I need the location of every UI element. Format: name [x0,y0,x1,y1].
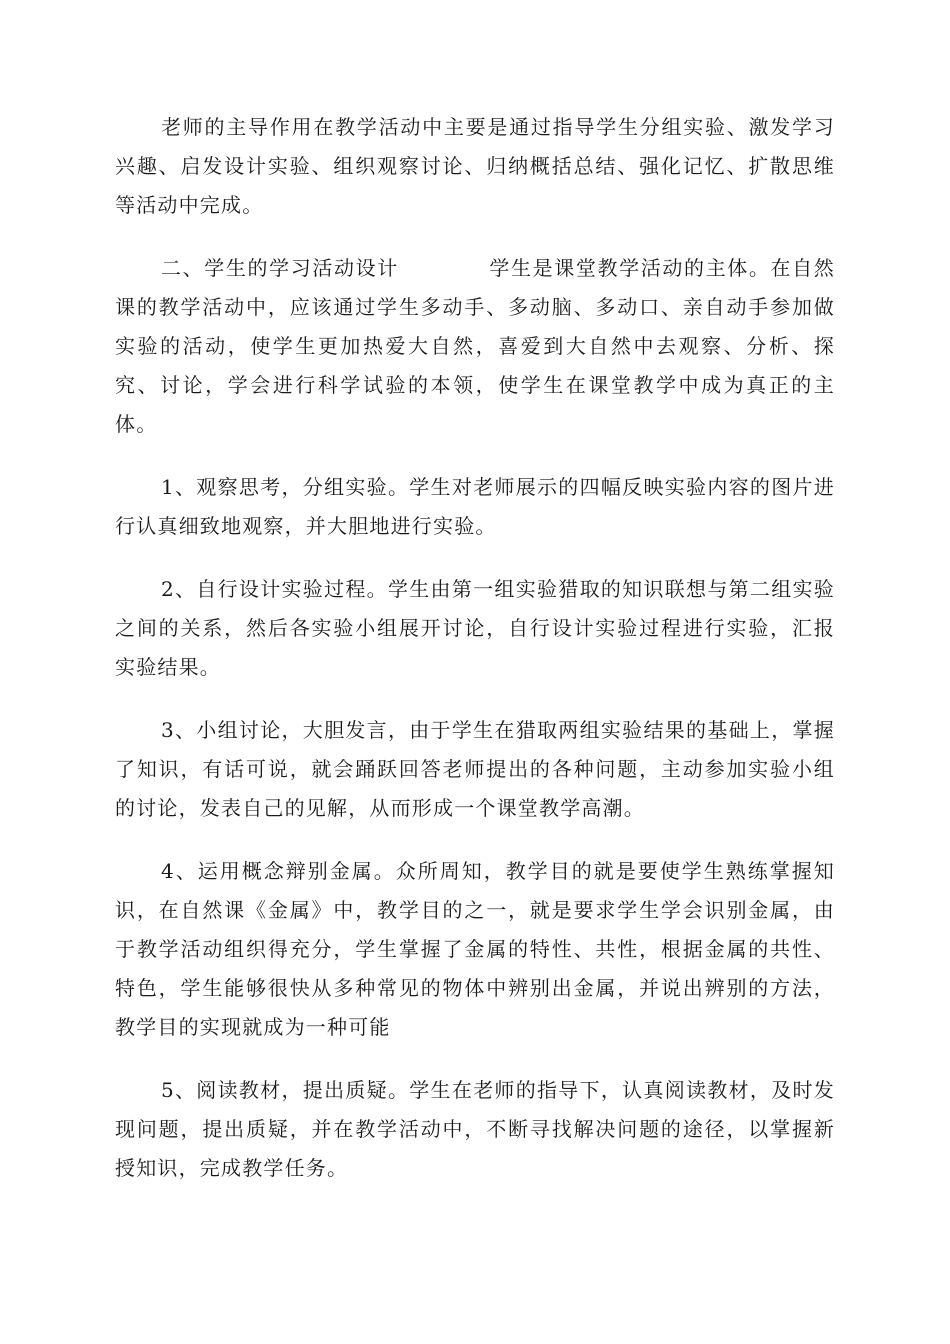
paragraph-item-5: 5、阅读教材，提出质疑。学生在老师的指导下，认真阅读教材，及时发现问题，提出质疑，并在教学活动中，不断寻找解决问题的途径，以掌握新授知识，完成教学任务。 [115,1078,835,1180]
paragraph-item-3: 3、小组讨论，大胆发言，由于学生在猎取两组实验结果的基础上，掌握了知识，有话可说，就会踊跃回答老师提出的各种问题，主动参加实验小组的讨论，发表自己的见解，从而形成一个课堂教学高潮。 [115,718,835,820]
paragraph-teacher-role: 老师的主导作用在教学活动中主要是通过指导学生分组实验、激发学习兴趣、启发设计实验、组织观察讨论、归纳概括总结、强化记忆、扩散思维等活动中完成。 [115,115,835,217]
paragraph-item-2: 2、自行设计实验过程。学生由第一组实验猎取的知识联想与第二组实验之间的关系，然后各实验小组展开讨论，自行设计实验过程进行实验，汇报实验结果。 [115,577,835,679]
paragraph-item-4: 4、运用概念辩别金属。众所周知，教学目的就是要使学生熟练掌握知识，在自然课《金属》中，教学目的之一，就是要求学生学会识别金属，由于教学活动组织得充分，学生掌握了金属的特性、共性，根据金属的共性、特色，学生能够很快从多种常见的物体中辨别出金属，并说出辨别的方法，教学目的实现就成为一种可能 [115,859,835,1039]
document-body [115,108,835,1212]
paragraph-item-1: 1、观察思考，分组实验。学生对老师展示的四幅反映实验内容的图片进行认真细致地观察，并大胆地进行实验。 [115,475,835,538]
paragraph-student-activity-design [115,249,835,444]
section-body: 学生是课堂教学活动的主体。在自然课的教学活动中，应该通过学生多动手、多动脑、多动口、亲自动手参加做实验的活动，使学生更加热爱大自然，喜爱到大自然中去观察、分析、探究、讨论，学会进行科学试验的本领，使学生在课堂教学中成为真正的主体。 [115,256,836,436]
section-heading: 二、学生的学习活动设计 [161,256,399,280]
